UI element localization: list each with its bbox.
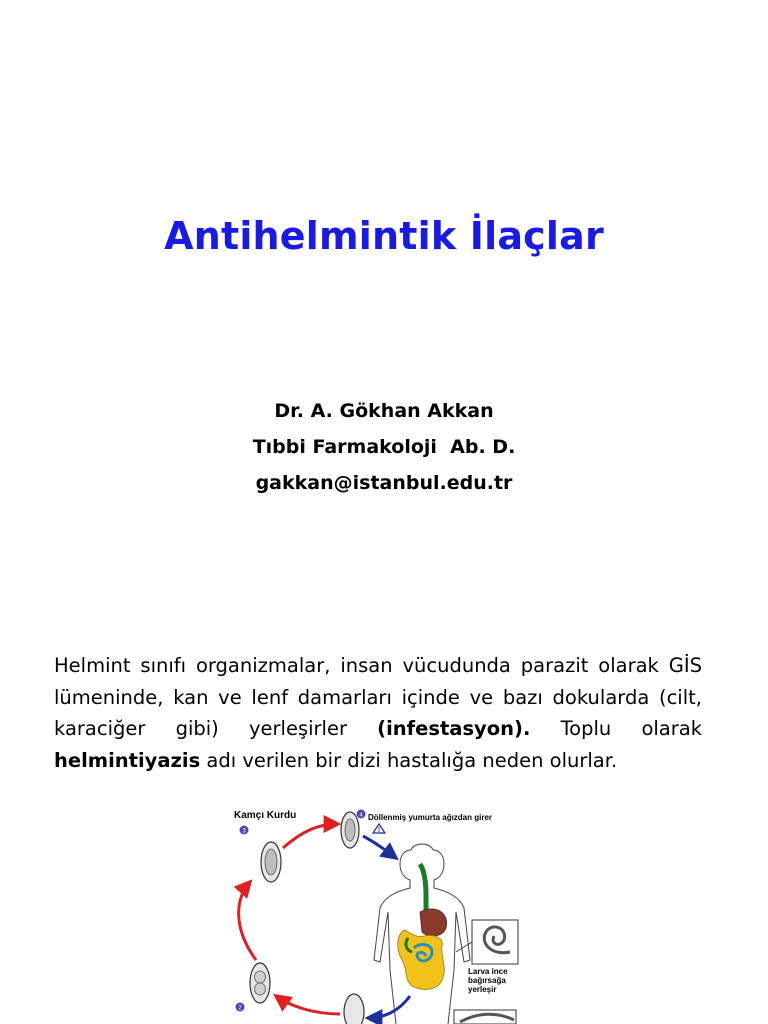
larva-label-2: bağırsağa	[468, 976, 506, 985]
svg-text:!: !	[377, 827, 381, 834]
diagram-title: Kamçı Kurdu	[234, 810, 297, 821]
intro-paragraph	[54, 650, 702, 776]
larva-label-1: Larva ince	[468, 967, 508, 976]
lifecycle-diagram	[228, 800, 528, 1024]
svg-text:2: 2	[238, 1005, 242, 1012]
excretion-arrow	[368, 996, 410, 1018]
ingest-label: Döllenmiş yumurta ağızdan girer	[368, 813, 493, 822]
step-3-marker	[240, 826, 249, 835]
paragraph-text-1: Helmint sınıfı organizmalar, insan vücudunda parazit olarak GİS lümeninde, kan ve lenf damarları içinde ve bazı dokularda (cilt, karaciğer gibi) yerleşirler	[54, 654, 702, 740]
cycle-arrow-bottom	[276, 996, 340, 1014]
larva-label-3: yerleşir	[468, 985, 497, 994]
cycle-arrow-top	[283, 824, 338, 848]
paragraph-bold-helmintiyazis: helmintiyazis	[54, 748, 201, 772]
cycle-arrow-left	[239, 882, 256, 960]
step-4-marker	[357, 810, 366, 819]
step-2-marker	[236, 1003, 245, 1012]
larva-inset-icon	[456, 920, 518, 964]
slide-title: Antihelmintik İlaçlar	[164, 214, 604, 258]
svg-text:4: 4	[359, 812, 363, 819]
svg-text:3: 3	[242, 828, 246, 835]
author-block	[0, 393, 768, 501]
egg-bottom-left-icon	[250, 963, 270, 1003]
stomach-icon	[420, 909, 447, 936]
egg-left-icon	[261, 842, 281, 882]
paragraph-bold-infestasyon: (infestasyon).	[377, 717, 531, 740]
paragraph-text-3: adı verilen bir dizi hastalığa neden olurlar.	[200, 748, 618, 772]
alert-triangle-icon	[373, 824, 385, 834]
egg-bottom-icon	[344, 994, 364, 1024]
egg-top-icon	[341, 812, 359, 848]
author-department: Tıbbi Farmakoloji Ab. D.	[252, 436, 516, 458]
intestine-icon	[398, 930, 445, 989]
author-email: gakkan@istanbul.edu.tr	[255, 472, 513, 494]
ingest-arrow	[363, 836, 396, 858]
adult-worm-icon	[454, 1010, 516, 1024]
author-name: Dr. A. Gökhan Akkan	[274, 400, 494, 422]
paragraph-text-2: Toplu olarak	[530, 717, 702, 740]
